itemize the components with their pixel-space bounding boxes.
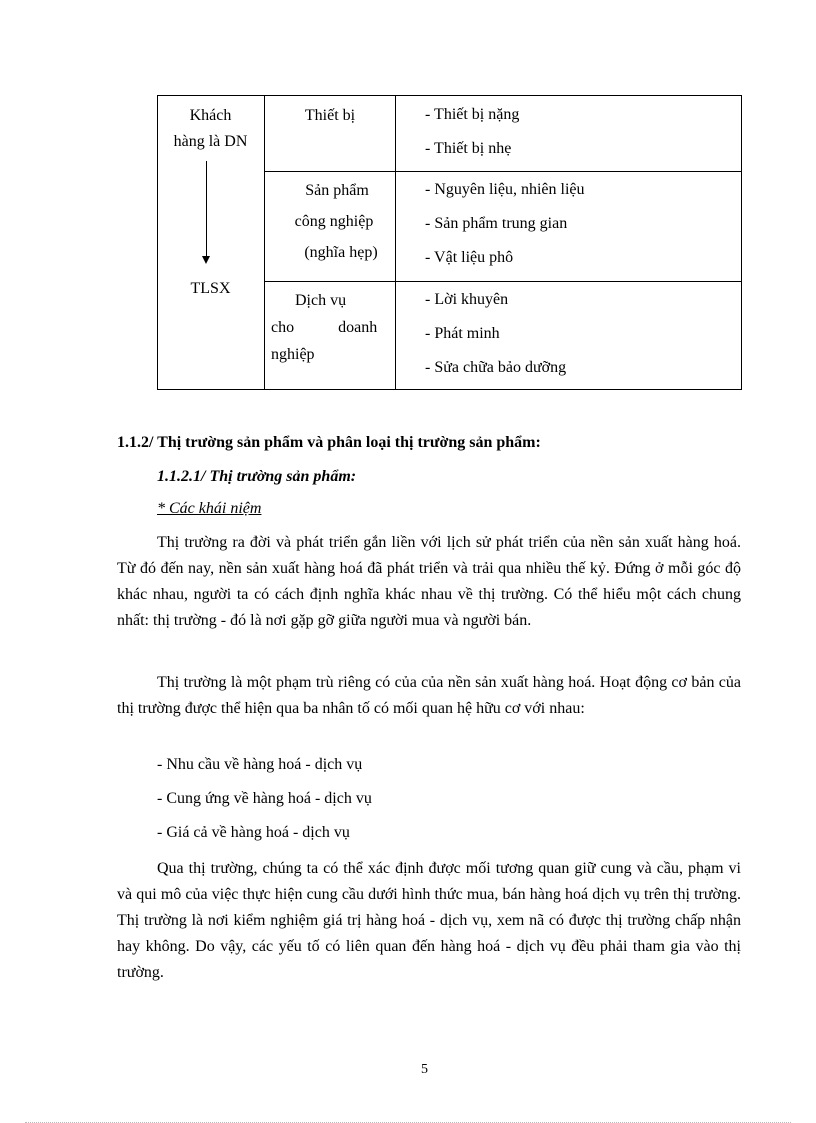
paragraph-2: Thị trường là một phạm trù riêng có của của nền sản xuất hàng hoá. Hoạt động cơ bản của thị trường được thể hiện qua ba nhân tố có mối quan hệ hữu cơ với nhau: — [117, 674, 741, 717]
item-cell: - Nguyên liệu, nhiên liệu — [425, 181, 585, 198]
paragraph-3: Qua thị trường, chúng ta có thể xác định được mối tương quan giữ cung và cầu, phạm vi và qui mô của việc thực hiện cung cầu dưới hình thức mua, bán hàng hoá dịch vụ trên thị trường. Thị trường là nơi kiểm nghiệm giá trị hàng hoá - dịch vụ, xem nã có được thị trường chấp nhận hay không. Do vậy, các yếu tố có liên quan đến hàng hoá - dịch vụ đều phải tham gia vào thị trường. — [117, 860, 741, 981]
table-left-cell — [157, 103, 264, 155]
classification-table — [157, 95, 742, 390]
down-arrow-shaft — [206, 161, 207, 259]
concept-label: * Các khái niệm — [157, 500, 262, 517]
left-cell-line2: hàng là DN — [173, 133, 248, 150]
subsection-heading: 1.1.2.1/ Thị trường sản phẩm: — [157, 468, 357, 485]
table-border-right — [741, 95, 742, 390]
down-arrow-icon — [202, 256, 210, 264]
category-cell-dich-vu — [271, 287, 389, 368]
item-cell: - Thiết bị nhẹ — [425, 140, 512, 157]
category-line: Sản phẩm — [305, 182, 369, 199]
category-justified-line — [271, 287, 389, 314]
table-divider-row2 — [264, 281, 742, 282]
item-cell: - Lời khuyên — [425, 291, 509, 308]
category-line: Thiết bị — [304, 107, 356, 124]
item-cell: - Sản phẩm trung gian — [425, 215, 568, 232]
left-cell-bottom: TLSX — [190, 280, 231, 297]
table-border-top — [157, 95, 742, 96]
category-line: công nghiệp — [294, 213, 374, 230]
item-cell: - Vật liệu phô — [425, 249, 514, 266]
paragraph-1: Thị trường ra đời và phát triển gắn liền với lịch sử phát triển của nền sản xuất hàng hoá. Từ đó đến nay, nền sản xuất hàng hoá đã phát triển và trải qua nhiều thế kỷ. Đứng ở mỗi góc độ khác nhau, người ta có cách định nghĩa khác nhau về thị trường. Có thể hiểu một cách chung nhất: thị trường - đó là nơi gặp gỡ giữa người mua và người bán. — [117, 534, 741, 629]
page-number: 5 — [421, 1062, 428, 1077]
list-item: - Nhu cầu về hàng hoá - dịch vụ — [157, 756, 363, 773]
item-cell: - Sửa chữa bảo dưỡng — [425, 359, 567, 376]
table-border-bottom — [157, 389, 742, 390]
table-divider-row1 — [264, 171, 742, 172]
table-divider-col2 — [395, 95, 396, 390]
item-cell: - Phát minh — [425, 325, 500, 342]
category-line: nghiệp — [271, 346, 315, 363]
category-line: (nghĩa hẹp) — [304, 244, 378, 261]
category-cell-thiet-bi — [265, 103, 395, 129]
section-heading: 1.1.2/ Thị trường sản phẩm và phân loại thị trường sản phẩm: — [117, 434, 541, 451]
category-line: cho doanh — [271, 319, 378, 336]
list-item: - Cung ứng về hàng hoá - dịch vụ — [157, 790, 372, 807]
left-cell-line1: Khách — [189, 107, 232, 124]
item-cell: - Thiết bị nặng — [425, 106, 520, 123]
category-word: Dịch vụ — [295, 292, 347, 309]
category-cell-san-pham — [265, 175, 395, 268]
list-item: - Giá cả về hàng hoá - dịch vụ — [157, 824, 350, 841]
